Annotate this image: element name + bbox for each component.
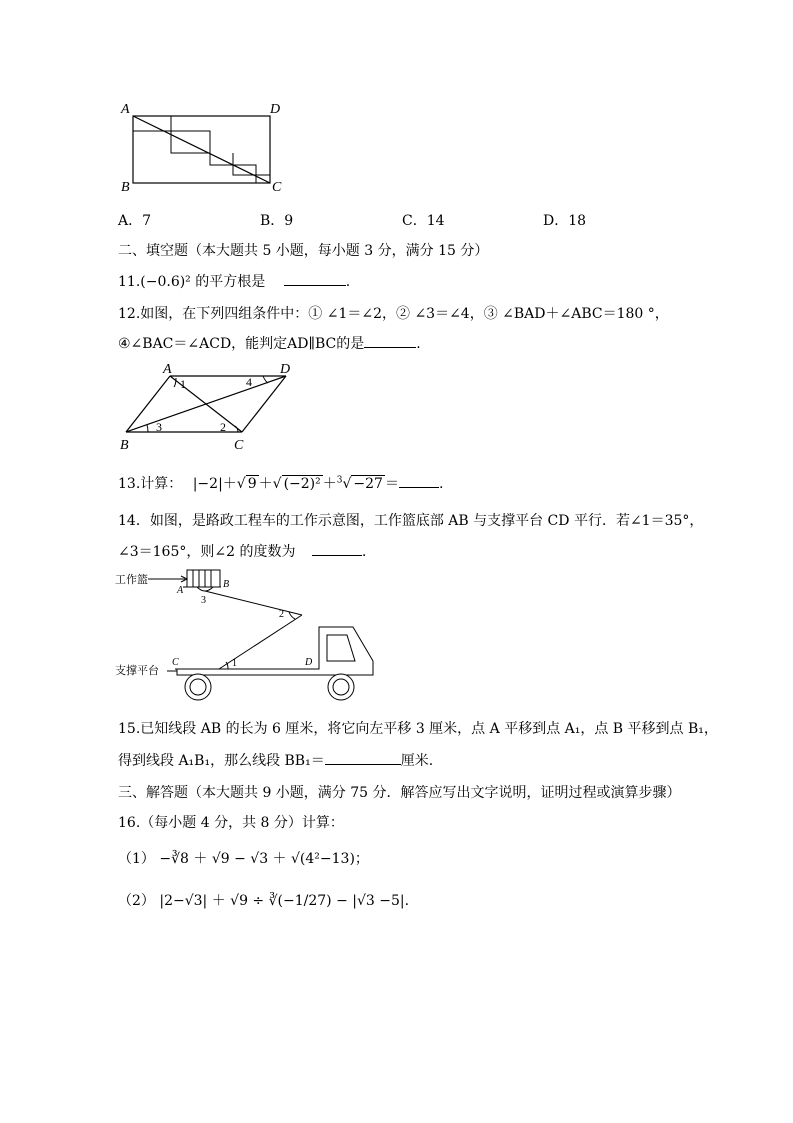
- fig2-angle-3: 3: [156, 420, 162, 434]
- fig1-label-b: B: [121, 180, 130, 195]
- section-3-heading: 三、解答题（本大题共 9 小题，满分 75 分．解答应写出文字说明，证明过程或演算步骤）: [118, 785, 681, 801]
- question-16-part1: （1） −∛8 ＋ √9 − √3 ＋ √(4²−13)；: [118, 851, 369, 867]
- q13-answer-blank[interactable]: [399, 487, 439, 488]
- fig3-angle-3: 3: [201, 595, 206, 606]
- q13-equals: ＝: [384, 476, 399, 492]
- option-d: D．18: [543, 213, 587, 229]
- fig3-label-d: D: [305, 657, 313, 668]
- q11-answer-blank[interactable]: [284, 285, 346, 286]
- q12-text: ④∠BAC＝∠ACD，能判定AD∥BC的是: [118, 336, 365, 352]
- fig1-label-c: C: [272, 180, 282, 195]
- fig3-angle-2: 2: [279, 609, 284, 620]
- q15-answer-blank[interactable]: [325, 764, 401, 765]
- q13-radicand-2: (−2)²: [283, 476, 321, 492]
- q11-text: 11.(−0.6)² 的平方根是: [118, 274, 266, 290]
- fig2-label-d: D: [280, 362, 291, 377]
- question-11: [118, 271, 350, 291]
- q12-answer-blank[interactable]: [364, 347, 416, 348]
- figure-work-truck: [115, 565, 385, 705]
- fig2-angle-1: 1: [180, 377, 186, 391]
- q14-answer-blank[interactable]: [312, 555, 362, 556]
- option-a: A．7: [118, 213, 152, 229]
- question-16-part2: （2） |2−√3| ＋ √9 ÷ ∛(−1/27) − |√3 −5|.: [118, 893, 410, 909]
- q14-text: ∠3＝165°，则∠2 的度数为: [118, 544, 296, 560]
- q13-plus-1: ＋: [258, 476, 273, 492]
- fig1-label-a: A: [121, 102, 130, 117]
- q13-root-index: 3: [336, 475, 343, 486]
- q13-suffix: .: [438, 476, 444, 492]
- option-b: B．9: [260, 213, 294, 229]
- question-14-line2: [118, 541, 366, 561]
- fig2-label-c: C: [234, 438, 244, 453]
- question-16-title: 16.（每小题 4 分，共 8 分）计算：: [118, 815, 344, 831]
- fig2-label-a: A: [163, 362, 172, 377]
- fig3-angle-1: 1: [232, 658, 237, 669]
- q15-suffix: 厘米.: [400, 753, 434, 769]
- fig3-platform-label: 支撑平台: [115, 664, 159, 677]
- fig1-label-d: D: [270, 102, 281, 117]
- fig2-label-b: B: [120, 438, 129, 453]
- question-15-line2: [118, 750, 433, 770]
- fig2-angle-4: 4: [246, 375, 252, 389]
- question-14-line1: 14．如图，是路政工程车的工作示意图，工作篮底部 AB 与支撑平台 CD 平行．若∠1＝35°，: [118, 513, 704, 529]
- q13-plus-2: ＋: [322, 476, 337, 492]
- question-12-line1: 12.如图，在下列四组条件中：① ∠1＝∠2，② ∠3＝∠4，③ ∠BAD＋∠ABC＝180 °，: [118, 306, 669, 322]
- figure-rectangle-staircase: [118, 98, 298, 198]
- q13-abs-term: |−2|＋: [192, 476, 237, 492]
- q14-suffix: .: [361, 544, 367, 560]
- fig3-label-b: B: [223, 579, 230, 590]
- q13-radicand-1: 9: [247, 476, 257, 492]
- q12-suffix: .: [416, 336, 421, 352]
- q15-text: 得到线段 A₁B₁，那么线段 BB₁＝: [118, 753, 325, 769]
- fig3-label-c: C: [172, 657, 179, 668]
- option-c: C．14: [402, 213, 445, 229]
- figure-parallelogram: [118, 360, 298, 455]
- q11-suffix: .: [345, 274, 351, 290]
- question-13: 13.计算： |−2|＋√ 9 ＋√ (−2)² ＋$^3$√ −27 ＝ .: [118, 475, 444, 492]
- q13-text: 13.计算：: [118, 476, 183, 492]
- fig3-basket-label: 工作篮: [115, 573, 148, 586]
- section-2-heading: 二、填空题（本大题共 5 小题，每小题 3 分，满分 15 分）: [118, 243, 489, 259]
- question-15-line1: 15.已知线段 AB 的长为 6 厘米，将它向左平移 3 厘米，点 A 平移到点 A₁，点 B 平移到点 B₁，: [118, 721, 718, 737]
- q13-radicand-3: −27: [353, 476, 383, 492]
- question-12-line2: [118, 333, 421, 353]
- fig3-label-a: A: [177, 585, 184, 596]
- fig2-angle-2: 2: [220, 420, 226, 434]
